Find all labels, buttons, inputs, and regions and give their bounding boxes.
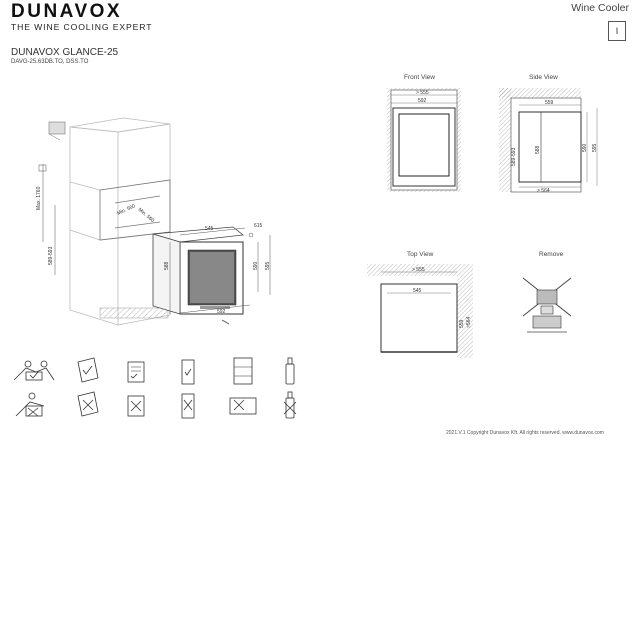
remove-view-title: Remove <box>539 251 564 258</box>
safety-icons-grid <box>8 356 308 422</box>
top-view-title: Top View <box>407 251 434 258</box>
brand-tagline: THE WINE COOLING EXPERT <box>11 22 153 32</box>
no-manual-icon <box>78 392 98 416</box>
bottle-icon <box>286 358 294 384</box>
version-box: I <box>608 21 626 41</box>
side-dim-depth: 559 <box>545 100 554 106</box>
copyright-footer: 2021.V.1 Copyright Dunavox Kft. All rights reserved. www.dunavox.com <box>446 430 604 436</box>
no-freestanding-icon <box>230 398 256 414</box>
dim-cooler-height-a: 588 <box>164 261 170 270</box>
two-person-lift-icon <box>14 361 54 380</box>
checklist-icon <box>128 362 144 382</box>
installation-drawing <box>0 110 300 330</box>
top-dim-niche-width: > 555 <box>412 267 425 273</box>
side-dim-niche-height: 589-593 <box>511 147 517 166</box>
dim-cooler-width: 545 <box>205 226 214 232</box>
dim-cooler-height-b: 590 <box>253 261 259 270</box>
remove-drawing <box>517 272 577 342</box>
no-bottle-icon <box>284 392 296 418</box>
dim-max-height: Max. 1760 <box>36 186 42 210</box>
built-in-icon <box>234 358 252 384</box>
dim-min-depth: Min. 560 <box>136 206 156 224</box>
dim-cooler-front-width: 592 <box>217 309 226 315</box>
top-dim-width: 545 <box>413 288 422 294</box>
side-view-drawing <box>497 86 607 196</box>
door-icon <box>182 360 194 384</box>
side-dim-height-c: 595 <box>592 143 598 152</box>
no-single-lift-icon <box>16 393 44 416</box>
front-dim-niche-width: > 555 <box>416 90 429 96</box>
no-checklist-icon <box>128 396 144 416</box>
top-view-drawing <box>365 262 475 362</box>
manual-icon <box>78 358 98 382</box>
dim-cooler-depth: 615 <box>254 223 263 229</box>
no-door-icon <box>182 394 194 418</box>
dim-cooler-height-c: 595 <box>265 261 271 270</box>
side-dim-height-a: 588 <box>535 145 541 154</box>
dim-niche-height: 589-593 <box>48 246 54 265</box>
model-codes: DAVG-25.63DB.TO, DSS.TO <box>11 59 89 65</box>
front-view-title: Front View <box>404 74 435 81</box>
model-name: DUNAVOX GLANCE-25 <box>11 47 119 58</box>
top-dim-depth: 559 <box>459 319 465 328</box>
front-view-drawing <box>385 86 463 196</box>
dim-min-width: Min. 560 <box>116 203 137 217</box>
front-dim-width: 592 <box>418 98 427 104</box>
brand-logo: DUNAVOX <box>11 1 123 22</box>
product-category: Wine Cooler <box>571 2 629 14</box>
side-view-title: Side View <box>529 74 558 81</box>
top-dim-min-depth: >564 <box>466 316 472 328</box>
side-dim-height-b: 590 <box>582 143 588 152</box>
side-dim-min-depth: > 564 <box>537 188 550 194</box>
